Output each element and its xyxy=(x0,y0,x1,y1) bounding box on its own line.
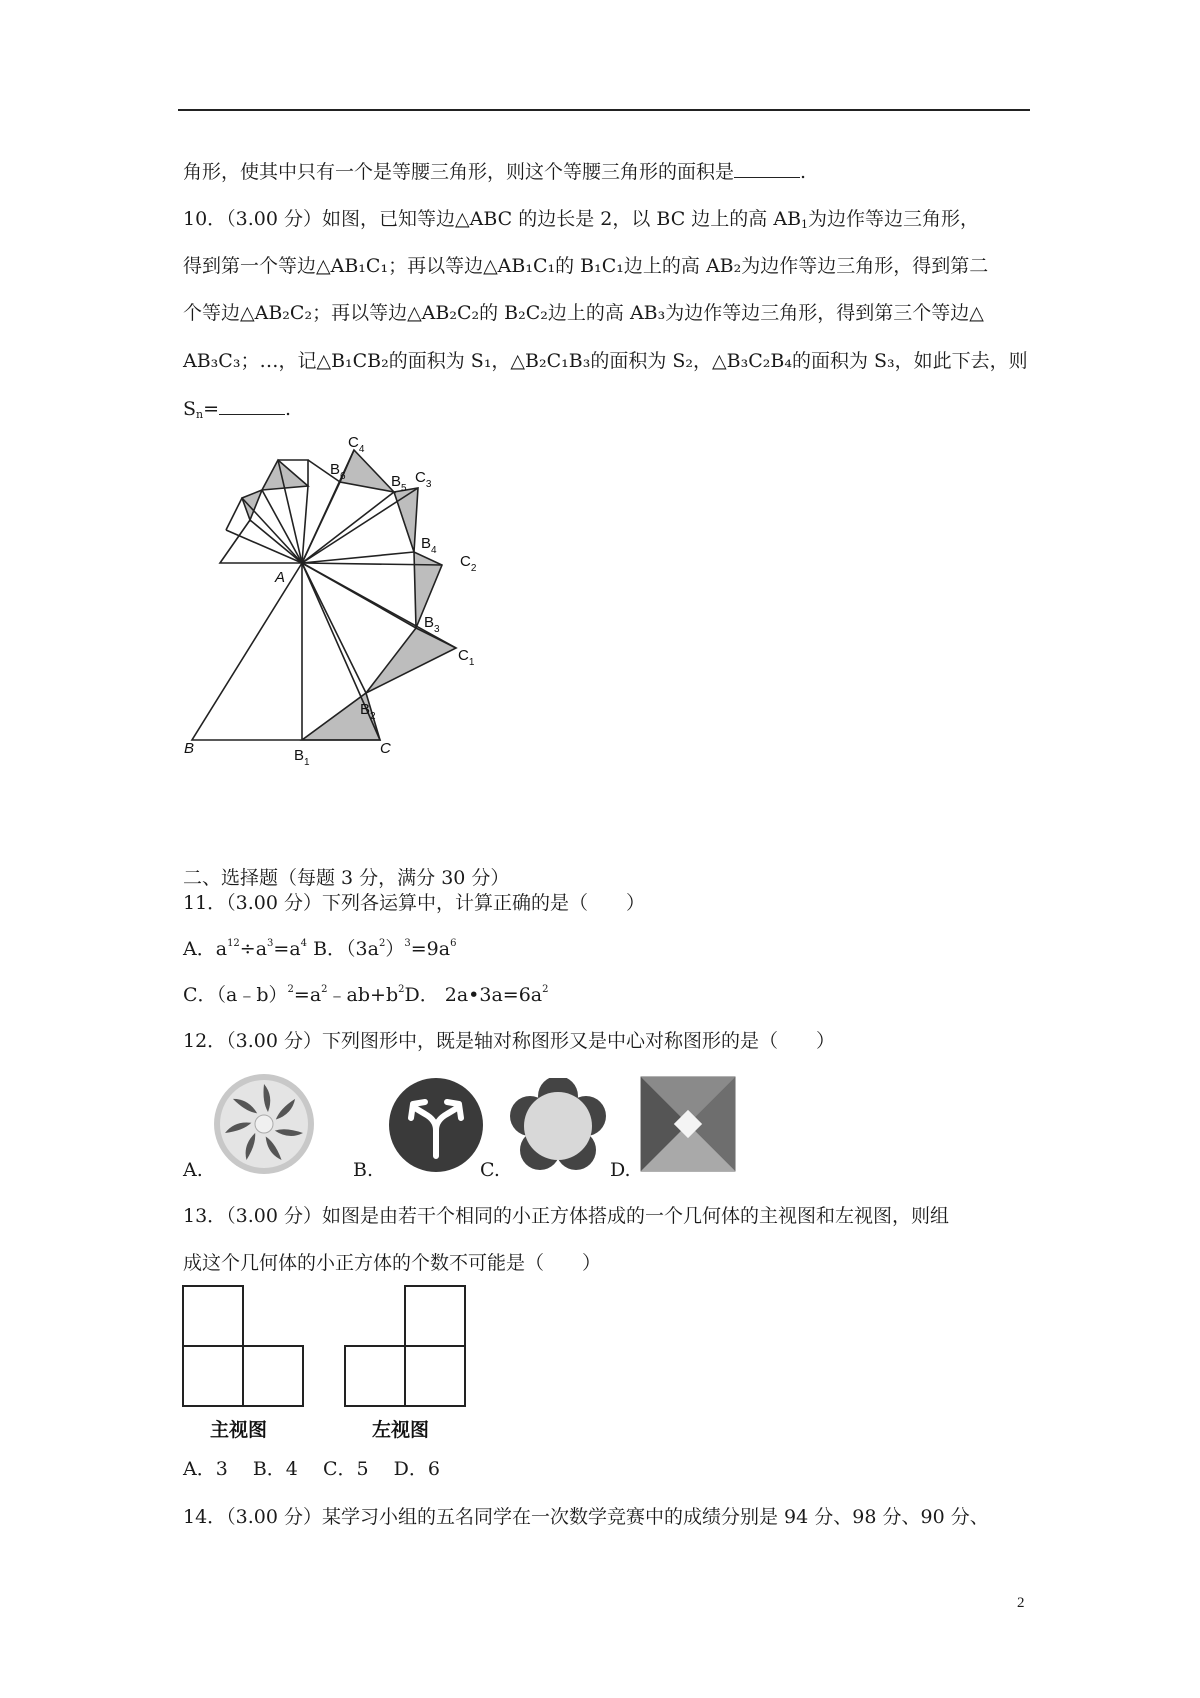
label-B: B xyxy=(184,740,195,757)
label-B2: $B_2$ xyxy=(360,701,376,722)
option-d-pinwheel-square-image xyxy=(640,1076,736,1172)
q10-line3: 个等边△AB₂C₂；再以等边△AB₂C₂的 B₂C₂边上的高 AB₃为边作等边三角形，得到第三个等边△ xyxy=(183,302,984,324)
label-C3: $C_3$ xyxy=(415,469,432,490)
q13-line2: 成这个几何体的小正方体的个数不可能是（ ） xyxy=(183,1252,602,1274)
header-rule xyxy=(178,109,1030,111)
label-C1: $C_1$ xyxy=(458,647,475,668)
label-B5: $B_5$ xyxy=(391,473,407,494)
q10-line4: AB₃C₃；…，记△B₁CB₂的面积为 S₁，△B₂C₁B₃的面积为 S₂，△B₃C₂B₄的面积为 S₃，如此下去，则 xyxy=(183,350,1028,372)
label-C: C xyxy=(380,740,391,757)
q10-line1: 10．（3.00 分）如图，已知等边△ABC 的边长是 2，以 BC 边上的高 $AB_1$为边作等边三角形， xyxy=(183,208,980,231)
option-b-road-sign-image xyxy=(387,1076,485,1174)
label-B3: $B_3$ xyxy=(424,614,440,635)
q14-line1: 14．（3.00 分）某学习小组的五名同学在一次数学竞赛中的成绩分别是 94 分、98 分、90 分、 xyxy=(183,1506,989,1528)
front-view-label: 主视图 xyxy=(210,1420,268,1441)
q13-options: A．3 B．4 C．5 D．6 xyxy=(183,1458,440,1480)
answer-blank xyxy=(734,159,800,178)
shaded-triangle-s6 xyxy=(262,460,308,490)
answer-blank xyxy=(219,396,285,415)
shaded-triangle-s4 xyxy=(394,488,418,552)
left-view-label: 左视图 xyxy=(372,1420,430,1441)
shaded-triangle-s2 xyxy=(366,628,456,693)
front-view-grid xyxy=(183,1286,303,1406)
label-C2: $C_2$ xyxy=(460,553,477,574)
q12-label-d: D. xyxy=(610,1159,631,1181)
q12-stem: 12．（3.00 分）下列图形中，既是轴对称图形又是中心对称图形的是（ ） xyxy=(183,1030,836,1052)
q12-label-b: B. xyxy=(353,1159,374,1181)
q10-line2: 得到第一个等边△AB₁C₁；再以等边△AB₁C₁的 B₁C₁边上的高 AB₂为边作等边三角形，得到第二 xyxy=(183,255,989,277)
q10-line5: $S_n=$ . xyxy=(183,398,292,421)
page-number: 2 xyxy=(1017,1595,1025,1611)
q11-stem: 11．（3.00 分）下列各运算中，计算正确的是（ ） xyxy=(183,892,646,914)
q12-label-c: C. xyxy=(480,1159,500,1181)
triangle-spiral-figure xyxy=(180,430,510,770)
section-2-title: 二、选择题（每题 3 分，满分 30 分） xyxy=(183,867,510,889)
q11-options-ab: A．$a^{12}\div a^3=a^4$ B．$(3a^2)^3=9a^6$ xyxy=(183,938,457,960)
label-A: A xyxy=(275,569,286,586)
label-B1: $B_1$ xyxy=(294,747,310,768)
label-C4: $C_4$ xyxy=(348,434,365,455)
q9-continuation: 角形，使其中只有一个是等腰三角形，则这个等腰三角形的面积是 . xyxy=(183,161,807,183)
q12-label-a: A. xyxy=(183,1159,203,1181)
shaded-triangle-s5 xyxy=(340,450,394,492)
left-view-grid xyxy=(345,1286,465,1406)
three-view-figure xyxy=(180,1284,480,1444)
q13-line1: 13．（3.00 分）如图是由若干个相同的小正方体搭成的一个几何体的主视图和左视图，则组 xyxy=(183,1205,950,1227)
label-B6: $B_6$ xyxy=(330,461,346,482)
option-a-fan-image xyxy=(212,1072,316,1176)
q11-options-cd: C．$(a﹣b)^2=a^2﹣ab+b^2D$． $2a•3a=6a^2$ xyxy=(183,984,549,1006)
option-c-flower-image xyxy=(510,1078,606,1174)
label-B4: $B_4$ xyxy=(421,535,437,556)
